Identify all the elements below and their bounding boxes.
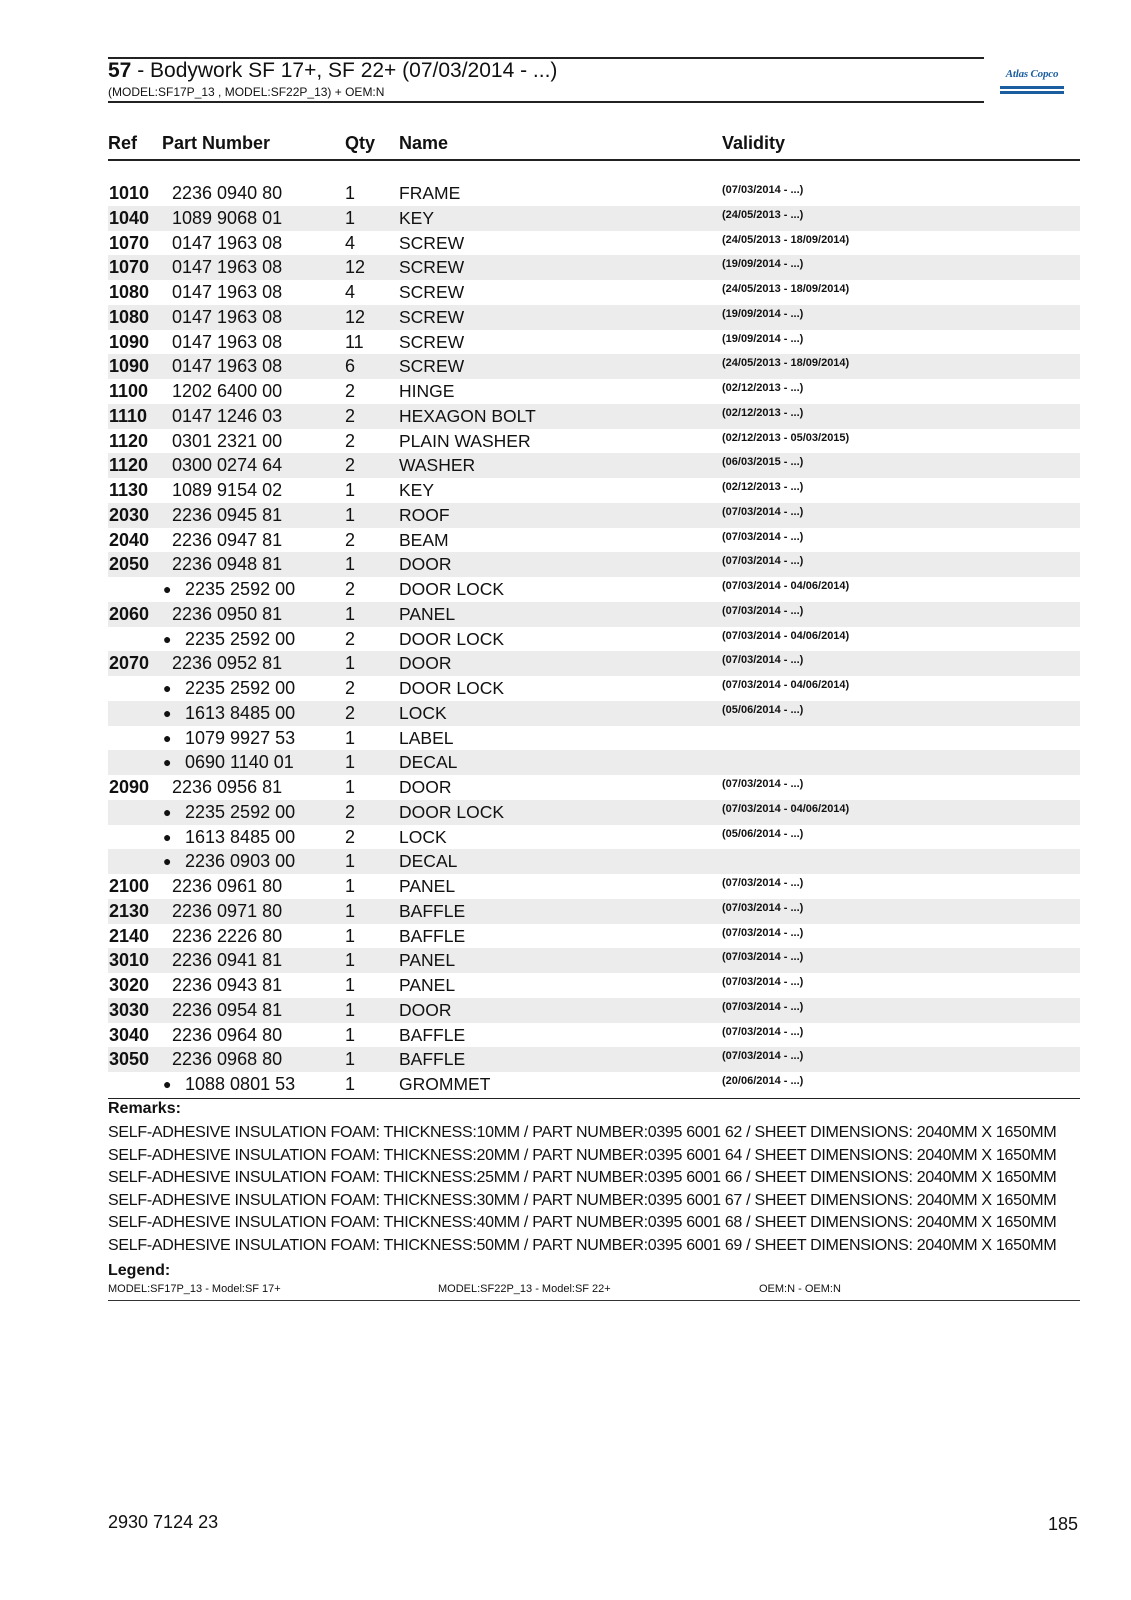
- cell-name: SCREW: [399, 306, 465, 327]
- cell-part-number: 1088 0801 53: [185, 1074, 296, 1094]
- cell-ref: 2030: [109, 504, 150, 525]
- table-row: [108, 948, 1080, 973]
- cell-qty: 1: [345, 999, 356, 1020]
- cell-part-number: 2236 0948 81: [172, 554, 283, 575]
- cell-name: PANEL: [399, 975, 456, 995]
- cell-part-number: 2236 0940 80: [172, 183, 283, 203]
- table-row: [108, 503, 1080, 528]
- legend-row: [108, 1283, 1080, 1301]
- cell-qty: 2: [345, 801, 356, 822]
- cell-qty: 2: [345, 430, 356, 451]
- cell-validity: (05/06/2014 - ...): [722, 827, 804, 840]
- cell-validity: (20/06/2014 - ...): [722, 1075, 804, 1087]
- cell-qty: 2: [345, 455, 356, 476]
- cell-validity: (07/03/2014 - ...): [722, 530, 804, 543]
- cell-qty: 2: [345, 678, 356, 698]
- cell-validity: (07/03/2014 - ...): [722, 951, 804, 964]
- cell-qty: 6: [345, 356, 356, 377]
- cell-part-number: 0690 1140 01: [185, 752, 294, 773]
- bullet-icon: ●: [163, 803, 172, 820]
- cell-ref: 3010: [109, 950, 150, 971]
- table-row: [108, 800, 1080, 825]
- cell-name: DECAL: [399, 752, 458, 773]
- table-row: [108, 1072, 1080, 1097]
- cell-validity: (19/09/2014 - ...): [722, 332, 804, 345]
- cell-part-number: 0300 0274 64: [172, 455, 283, 476]
- cell-ref: 1120: [109, 455, 149, 476]
- cell-part-number: 0147 1963 08: [172, 257, 283, 278]
- cell-name: BAFFLE: [399, 925, 466, 946]
- cell-validity: (07/03/2014 - ...): [722, 901, 804, 914]
- cell-qty: 1: [345, 207, 356, 228]
- cell-validity: (06/03/2015 - ...): [722, 456, 804, 469]
- cell-qty: 2: [345, 702, 356, 723]
- remark-line: SELF-ADHESIVE INSULATION FOAM: THICKNESS:25MM / PART NUMBER:0395 6001 66 / SHEET DIMENSIONS: 2040MM X 1650MM: [108, 1169, 1057, 1187]
- table-row: [108, 330, 1080, 355]
- cell-validity: (07/03/2014 - ...): [722, 1000, 804, 1013]
- title-text: - Bodywork SF 17+, SF 22+ (07/03/2014 - ...): [137, 59, 558, 82]
- cell-name: KEY: [399, 480, 435, 500]
- remark-line: SELF-ADHESIVE INSULATION FOAM: THICKNESS:50MM / PART NUMBER:0395 6001 69 / SHEET DIMENSIONS: 2040MM X 1650MM: [108, 1236, 1057, 1254]
- table-row: [108, 726, 1080, 751]
- cell-qty: 1: [345, 480, 356, 500]
- cell-qty: 1: [345, 876, 356, 896]
- table-row: [108, 1047, 1080, 1072]
- cell-name: BAFFLE: [399, 900, 466, 921]
- cell-qty: 2: [345, 529, 356, 550]
- cell-part-number: 2235 2592 00: [185, 801, 296, 822]
- cell-qty: 4: [345, 232, 356, 253]
- cell-part-number: 1079 9927 53: [185, 727, 296, 748]
- cell-name: SCREW: [399, 232, 465, 253]
- cell-part-number: 2236 0950 81: [172, 603, 283, 624]
- col-ref: Ref: [108, 133, 138, 153]
- cell-name: GROMMET: [399, 1074, 491, 1094]
- cell-part-number: 1089 9068 01: [172, 207, 283, 228]
- table-row: [108, 354, 1080, 379]
- cell-name: SCREW: [399, 257, 465, 278]
- remark-line: SELF-ADHESIVE INSULATION FOAM: THICKNESS:30MM / PART NUMBER:0395 6001 67 / SHEET DIMENSIONS: 2040MM X 1650MM: [108, 1191, 1057, 1209]
- table-row: [108, 750, 1080, 775]
- cell-ref: 2090: [109, 777, 150, 797]
- cell-ref: 3050: [109, 1049, 150, 1070]
- cell-validity: (07/03/2014 - ...): [722, 555, 804, 568]
- cell-name: HEXAGON BOLT: [399, 405, 536, 426]
- legend-item: OEM:N - OEM:N: [759, 1283, 841, 1295]
- cell-name: SCREW: [399, 282, 465, 302]
- cell-part-number: 0147 1963 08: [172, 356, 283, 377]
- cell-qty: 1: [345, 603, 356, 624]
- cell-name: SCREW: [399, 331, 465, 352]
- cell-ref: 1010: [109, 183, 150, 203]
- cell-name: DOOR LOCK: [399, 801, 505, 822]
- cell-part-number: 0147 1963 08: [172, 331, 283, 352]
- cell-qty: 12: [345, 306, 366, 327]
- table-row: [108, 899, 1080, 924]
- cell-ref: 2130: [109, 900, 150, 921]
- cell-qty: 1: [345, 653, 356, 674]
- cell-part-number: 0147 1963 08: [172, 282, 283, 302]
- table-bottom-rule: [108, 1098, 1080, 1099]
- cell-name: FRAME: [399, 183, 461, 203]
- logo-bar: [1000, 86, 1064, 89]
- cell-qty: 1: [345, 504, 356, 525]
- cell-validity: (02/12/2013 - ...): [722, 481, 804, 493]
- cell-name: BEAM: [399, 529, 449, 550]
- cell-qty: 1: [345, 851, 356, 872]
- table-row: [108, 973, 1080, 998]
- cell-part-number: 2236 2226 80: [172, 925, 283, 946]
- bullet-icon: ●: [163, 680, 172, 696]
- cell-part-number: 2235 2592 00: [185, 678, 296, 698]
- cell-validity: (07/03/2014 - ...): [722, 877, 804, 889]
- cell-validity: (07/03/2014 - ...): [722, 926, 804, 939]
- cell-ref: 2100: [109, 876, 150, 896]
- cell-part-number: 2236 0903 00: [185, 851, 296, 872]
- cell-part-number: 2236 0956 81: [172, 777, 283, 797]
- cell-ref: 1090: [109, 356, 150, 377]
- cell-validity: (07/03/2014 - ...): [722, 778, 804, 790]
- cell-ref: 3020: [109, 975, 150, 995]
- cell-name: PANEL: [399, 876, 456, 896]
- parts-table: [108, 181, 1080, 1097]
- cell-qty: 1: [345, 1074, 356, 1094]
- table-row: [108, 577, 1080, 602]
- cell-ref: 3040: [109, 1024, 150, 1045]
- cell-part-number: 1613 8485 00: [185, 826, 296, 847]
- cell-part-number: 2236 0964 80: [172, 1024, 283, 1045]
- cell-qty: 1: [345, 925, 356, 946]
- cell-part-number: 2236 0941 81: [172, 950, 283, 971]
- legend-item: MODEL:SF17P_13 - Model:SF 17+: [108, 1283, 281, 1295]
- cell-part-number: 1089 9154 02: [172, 480, 283, 500]
- cell-qty: 12: [345, 257, 366, 278]
- cell-name: SCREW: [399, 356, 465, 377]
- cell-qty: 1: [345, 1024, 356, 1045]
- cell-qty: 2: [345, 381, 356, 401]
- document-number: 2930 7124 23: [108, 1512, 219, 1532]
- cell-qty: 1: [345, 183, 356, 203]
- page-number: 185: [1048, 1514, 1079, 1534]
- cell-name: LOCK: [399, 826, 447, 847]
- cell-validity: (05/06/2014 - ...): [722, 703, 804, 716]
- table-row: [108, 651, 1080, 676]
- cell-part-number: 2235 2592 00: [185, 579, 296, 599]
- cell-ref: 1130: [109, 480, 149, 500]
- table-row: [108, 998, 1080, 1023]
- cell-name: DOOR: [399, 999, 452, 1020]
- legend-heading: Legend:: [108, 1262, 171, 1279]
- col-validity: Validity: [722, 133, 786, 153]
- cell-name: BAFFLE: [399, 1049, 466, 1070]
- bullet-icon: ●: [163, 630, 172, 647]
- cell-validity: (07/03/2014 - 04/06/2014): [722, 629, 850, 642]
- cell-validity: (07/03/2014 - ...): [722, 604, 804, 617]
- cell-validity: (07/03/2014 - 04/06/2014): [722, 802, 850, 815]
- page-subtitle: (MODEL:SF17P_13 , MODEL:SF22P_13) + OEM:N: [108, 85, 385, 99]
- cell-validity: (02/12/2013 - 05/03/2015): [722, 431, 850, 444]
- cell-qty: 2: [345, 628, 356, 649]
- cell-part-number: 0147 1963 08: [172, 306, 283, 327]
- cell-validity: (24/05/2013 - 18/09/2014): [722, 283, 850, 295]
- cell-qty: 4: [345, 282, 356, 302]
- cell-name: LOCK: [399, 702, 447, 723]
- cell-part-number: 2236 0945 81: [172, 504, 283, 525]
- cell-validity: (07/03/2014 - ...): [722, 505, 804, 518]
- table-row: [108, 478, 1080, 503]
- cell-part-number: 1202 6400 00: [172, 381, 283, 401]
- cell-ref: 3030: [109, 999, 150, 1020]
- cell-qty: 1: [345, 752, 356, 773]
- cell-ref: 1080: [109, 282, 150, 302]
- cell-validity: (07/03/2014 - 04/06/2014): [722, 679, 850, 691]
- cell-validity: (02/12/2013 - ...): [722, 406, 804, 419]
- table-row: [108, 676, 1080, 701]
- header-bottom-rule: [108, 101, 984, 103]
- cell-ref: 1100: [109, 381, 149, 401]
- col-name: Name: [399, 133, 449, 153]
- cell-name: BAFFLE: [399, 1024, 466, 1045]
- table-row: [108, 1023, 1080, 1048]
- cell-validity: (02/12/2013 - ...): [722, 382, 804, 394]
- cell-part-number: 0301 2321 00: [172, 430, 283, 451]
- cell-part-number: 2236 0947 81: [172, 529, 283, 550]
- col-qty: Qty: [345, 133, 376, 153]
- cell-qty: 2: [345, 579, 356, 599]
- atlas-copco-logo: [1000, 63, 1064, 95]
- bullet-icon: ●: [163, 1076, 172, 1092]
- cell-ref: 1080: [109, 306, 150, 327]
- cell-part-number: 2236 0952 81: [172, 653, 283, 674]
- cell-qty: 1: [345, 950, 356, 971]
- cell-name: DOOR LOCK: [399, 628, 505, 649]
- cell-validity: (07/03/2014 - 04/06/2014): [722, 580, 850, 592]
- cell-validity: (24/05/2013 - 18/09/2014): [722, 233, 850, 246]
- cell-qty: 1: [345, 727, 356, 748]
- cell-part-number: 2236 0968 80: [172, 1049, 283, 1070]
- table-header: [108, 131, 1080, 161]
- table-row: [108, 924, 1080, 949]
- remark-line: SELF-ADHESIVE INSULATION FOAM: THICKNESS:20MM / PART NUMBER:0395 6001 64 / SHEET DIMENSIONS: 2040MM X 1650MM: [108, 1146, 1057, 1164]
- cell-part-number: 2235 2592 00: [185, 628, 296, 649]
- cell-name: DOOR LOCK: [399, 579, 505, 599]
- cell-ref: 1120: [109, 430, 149, 451]
- table-row: [108, 404, 1080, 429]
- table-row: [108, 305, 1080, 330]
- cell-qty: 2: [345, 826, 356, 847]
- cell-ref: 2070: [109, 653, 150, 674]
- table-row: [108, 701, 1080, 726]
- cell-ref: 2050: [109, 554, 150, 575]
- table-row: [108, 552, 1080, 577]
- cell-ref: 2060: [109, 603, 150, 624]
- logo-bar: [1000, 91, 1064, 94]
- bullet-icon: ●: [163, 853, 172, 870]
- cell-ref: 1040: [109, 207, 150, 228]
- cell-validity: (07/03/2014 - ...): [722, 1025, 804, 1038]
- cell-ref: 1090: [109, 331, 150, 352]
- table-row: [108, 874, 1080, 899]
- table-row: [108, 206, 1080, 231]
- table-row: [108, 602, 1080, 627]
- table-row: [108, 627, 1080, 652]
- table-row: [108, 775, 1080, 800]
- table-row: [108, 528, 1080, 553]
- cell-validity: (07/03/2014 - ...): [722, 184, 804, 196]
- remarks-heading: Remarks:: [108, 1100, 181, 1117]
- legend-item: MODEL:SF22P_13 - Model:SF 22+: [438, 1283, 611, 1295]
- cell-part-number: 0147 1963 08: [172, 232, 283, 253]
- cell-name: WASHER: [399, 455, 476, 476]
- cell-qty: 2: [345, 405, 356, 426]
- cell-part-number: 2236 0971 80: [172, 900, 283, 921]
- cell-name: DOOR: [399, 777, 452, 797]
- cell-name: PANEL: [399, 950, 456, 971]
- cell-name: PLAIN WASHER: [399, 430, 531, 451]
- cell-ref: 1110: [109, 405, 148, 426]
- cell-name: DOOR: [399, 653, 452, 674]
- bullet-icon: ●: [163, 581, 172, 597]
- cell-validity: (19/09/2014 - ...): [722, 258, 804, 271]
- table-row: [108, 849, 1080, 874]
- cell-name: DOOR: [399, 554, 452, 575]
- bullet-icon: ●: [163, 729, 172, 746]
- table-row: [108, 231, 1080, 256]
- cell-name: HINGE: [399, 381, 455, 401]
- cell-validity: (07/03/2014 - ...): [722, 1050, 804, 1063]
- logo-text: Atlas Copco: [1005, 68, 1059, 80]
- bullet-icon: ●: [163, 704, 172, 721]
- cell-part-number: 2236 0954 81: [172, 999, 283, 1020]
- cell-name: DOOR LOCK: [399, 678, 505, 698]
- cell-validity: (07/03/2014 - ...): [722, 976, 804, 988]
- remarks-list: [108, 1122, 1056, 1258]
- cell-name: DECAL: [399, 851, 458, 872]
- remark-line: SELF-ADHESIVE INSULATION FOAM: THICKNESS:10MM / PART NUMBER:0395 6001 62 / SHEET DIMENSIONS: 2040MM X 1650MM: [108, 1124, 1057, 1141]
- cell-ref: 2040: [109, 529, 150, 550]
- remark-line: SELF-ADHESIVE INSULATION FOAM: THICKNESS:40MM / PART NUMBER:0395 6001 68 / SHEET DIMENSIONS: 2040MM X 1650MM: [108, 1214, 1057, 1232]
- cell-ref: 1070: [109, 232, 150, 253]
- table-row: [108, 379, 1080, 404]
- cell-part-number: 1613 8485 00: [185, 702, 296, 723]
- cell-validity: (24/05/2013 - ...): [722, 208, 804, 221]
- bullet-icon: ●: [163, 828, 172, 845]
- cell-validity: (24/05/2013 - 18/09/2014): [722, 357, 850, 370]
- section-number: 57: [108, 59, 132, 82]
- cell-qty: 1: [345, 900, 356, 921]
- cell-qty: 1: [345, 777, 356, 797]
- table-row: [108, 453, 1080, 478]
- cell-part-number: 0147 1246 03: [172, 405, 283, 426]
- table-row: [108, 181, 1080, 206]
- cell-part-number: 2236 0943 81: [172, 975, 283, 995]
- col-part-number: Part Number: [162, 133, 271, 153]
- cell-qty: 1: [345, 975, 356, 995]
- cell-name: ROOF: [399, 504, 450, 525]
- cell-name: KEY: [399, 207, 435, 228]
- table-row: [108, 280, 1080, 305]
- cell-validity: (19/09/2014 - ...): [722, 307, 804, 320]
- table-row: [108, 825, 1080, 850]
- cell-name: LABEL: [399, 727, 454, 748]
- cell-qty: 1: [345, 1049, 356, 1070]
- bullet-icon: ●: [163, 754, 172, 771]
- cell-qty: 1: [345, 554, 356, 575]
- cell-ref: 1070: [109, 257, 150, 278]
- cell-name: PANEL: [399, 603, 456, 624]
- page-title: [108, 58, 557, 84]
- cell-validity: (07/03/2014 - ...): [722, 654, 804, 667]
- cell-part-number: 2236 0961 80: [172, 876, 283, 896]
- table-row: [108, 255, 1080, 280]
- cell-qty: 11: [345, 331, 364, 352]
- cell-ref: 2140: [109, 925, 150, 946]
- table-row: [108, 429, 1080, 454]
